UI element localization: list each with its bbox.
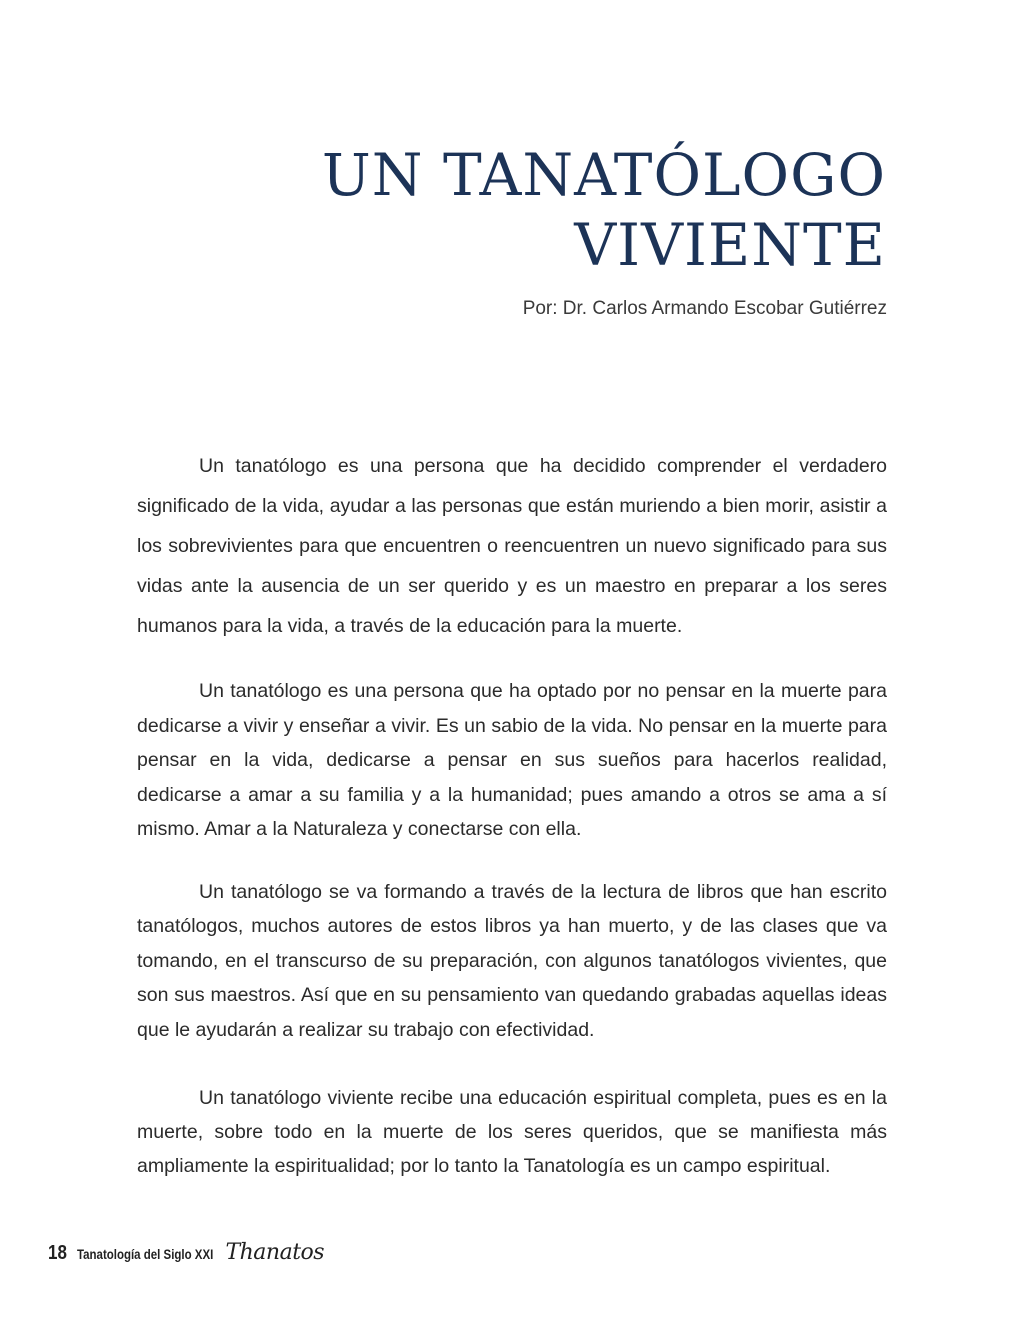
page-number: 18 [48,1242,67,1264]
article-title-line-1: UN TANATÓLOGO [321,141,886,209]
article-title-line-2: VIVIENTE [574,211,886,279]
paragraph-1: Un tanatólogo es una persona que ha decidido comprender el verdadero significado de la vida, ayudar a las personas que están muriendo a bien morir, asistir a los sobrevivientes para que encuentren o reencuentren un nuevo significado para sus vidas ante la ausencia de un ser querido y es un maestro en preparar a los seres humanos para la vida, a través de la educación para la muerte. [137,455,887,637]
paragraph-4: Un tanatólogo viviente recibe una educación espiritual completa, pues es en la muerte, sobre todo en la muerte de los seres queridos, que se manifiesta más ampliamente la espiritualidad; por lo tanto la Tanatología es un campo espiritual. [137,1087,887,1177]
page-footer [48,1240,324,1274]
magazine-logo: Thanatos [225,1240,325,1265]
paragraph-2: Un tanatólogo es una persona que ha optado por no pensar en la muerte para dedicarse a vivir y enseñar a vivir. Es un sabio de la vida. No pensar en la muerte para pensar en la vida, dedicarse a pensar en sus sueños para hacerlos realidad, dedicarse a amar a su familia y a la humanidad; pues amando a otros se ama a sí mismo. Amar a la Naturaleza y conectarse con ella. [137,680,887,840]
article-body [137,446,887,1183]
author-byline: Por: Dr. Carlos Armando Escobar Gutiérrez [522,298,887,319]
article-title [322,140,886,280]
magazine-name: Tanatología del Siglo XXI [77,1246,214,1262]
paragraph-3: Un tanatólogo se va formando a través de la lectura de libros que han escrito tanatólogos, muchos autores de estos libros ya han muerto, y de las clases que va tomando, en el transcurso de su preparación, con algunos tanatólogos vivientes, que son sus maestros. Así que en su pensamiento van quedando grabadas aquellas ideas que le ayudarán a realizar su trabajo con efectividad. [137,880,887,1041]
